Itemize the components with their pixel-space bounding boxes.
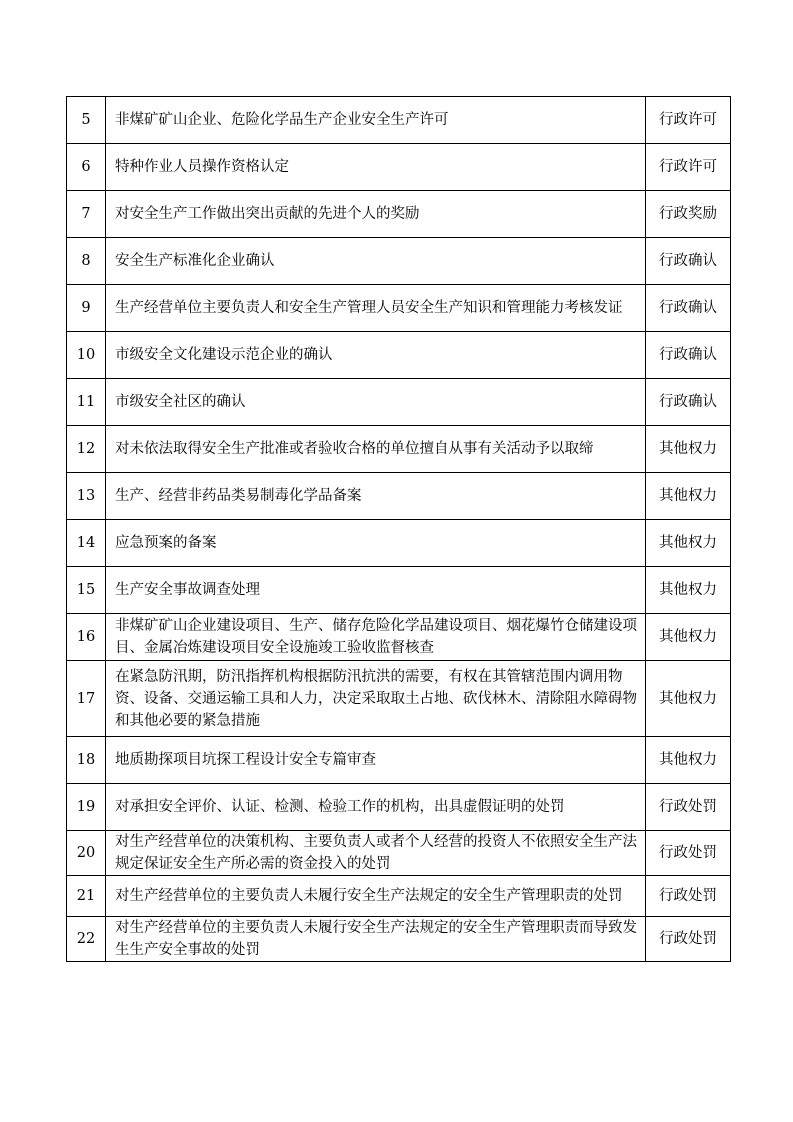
row-number: 13 [67,473,106,520]
row-number: 5 [67,97,106,144]
power-item-name: 安全生产标准化企业确认 [106,238,646,285]
row-number: 11 [67,379,106,426]
power-type: 行政奖励 [646,191,731,238]
table-row [67,661,731,737]
table-row [67,332,731,379]
power-type: 其他权力 [646,661,731,737]
power-item-name: 地质勘探项目坑探工程设计安全专篇审查 [106,737,646,784]
power-type: 其他权力 [646,473,731,520]
table-row [67,876,731,917]
table-row [67,144,731,191]
table-row [67,285,731,332]
power-item-name: 市级安全文化建设示范企业的确认 [106,332,646,379]
row-number: 22 [67,917,106,962]
table-row [67,426,731,473]
power-type: 行政处罚 [646,917,731,962]
document-page [66,96,727,962]
table-row [67,97,731,144]
row-number: 15 [67,567,106,614]
power-item-name: 应急预案的备案 [106,520,646,567]
row-number: 16 [67,614,106,661]
row-number: 6 [67,144,106,191]
table-row [67,737,731,784]
table-row [67,191,731,238]
power-type: 其他权力 [646,520,731,567]
table-row [67,784,731,831]
power-type: 其他权力 [646,567,731,614]
power-item-name: 对生产经营单位的主要负责人未履行安全生产法规定的安全生产管理职责的处罚 [106,876,646,917]
power-item-name: 对承担安全评价、认证、检测、检验工作的机构，出具虚假证明的处罚 [106,784,646,831]
power-type: 行政处罚 [646,831,731,876]
power-item-name: 生产安全事故调查处理 [106,567,646,614]
power-item-name: 对未依法取得安全生产批准或者验收合格的单位擅自从事有关活动予以取缔 [106,426,646,473]
power-item-name: 生产经营单位主要负责人和安全生产管理人员安全生产知识和管理能力考核发证 [106,285,646,332]
row-number: 18 [67,737,106,784]
power-item-name: 在紧急防汛期，防汛指挥机构根据防汛抗洪的需要，有权在其管辖范围内调用物资、设备、交通运输工具和人力，决定采取取土占地、砍伐林木、清除阻水障碍物和其他必要的紧急措施 [106,661,646,737]
power-type: 行政确认 [646,238,731,285]
power-type: 其他权力 [646,737,731,784]
power-item-name: 非煤矿矿山企业、危险化学品生产企业安全生产许可 [106,97,646,144]
row-number: 21 [67,876,106,917]
power-type: 行政处罚 [646,784,731,831]
power-type: 行政许可 [646,144,731,191]
row-number: 14 [67,520,106,567]
table-row [67,238,731,285]
power-type: 其他权力 [646,426,731,473]
power-item-name: 市级安全社区的确认 [106,379,646,426]
power-type: 行政许可 [646,97,731,144]
power-type: 其他权力 [646,614,731,661]
power-list-table [66,96,731,962]
row-number: 7 [67,191,106,238]
power-item-name: 对生产经营单位的决策机构、主要负责人或者个人经营的投资人不依照安全生产法规定保证安全生产所必需的资金投入的处罚 [106,831,646,876]
row-number: 20 [67,831,106,876]
power-item-name: 生产、经营非药品类易制毒化学品备案 [106,473,646,520]
table-row [67,379,731,426]
row-number: 19 [67,784,106,831]
row-number: 12 [67,426,106,473]
power-type: 行政处罚 [646,876,731,917]
row-number: 8 [67,238,106,285]
table-row [67,520,731,567]
table-row [67,917,731,962]
power-item-name: 非煤矿矿山企业建设项目、生产、储存危险化学品建设项目、烟花爆竹仓储建设项目、金属冶炼建设项目安全设施竣工验收监督核查 [106,614,646,661]
power-item-name: 特种作业人员操作资格认定 [106,144,646,191]
power-item-name: 对生产经营单位的主要负责人未履行安全生产法规定的安全生产管理职责而导致发生生产安全事故的处罚 [106,917,646,962]
row-number: 17 [67,661,106,737]
table-row [67,831,731,876]
table-row [67,567,731,614]
table-row [67,473,731,520]
power-item-name: 对安全生产工作做出突出贡献的先进个人的奖励 [106,191,646,238]
power-type: 行政确认 [646,379,731,426]
power-type: 行政确认 [646,285,731,332]
table-body [67,97,731,962]
row-number: 10 [67,332,106,379]
table-row [67,614,731,661]
row-number: 9 [67,285,106,332]
power-type: 行政确认 [646,332,731,379]
